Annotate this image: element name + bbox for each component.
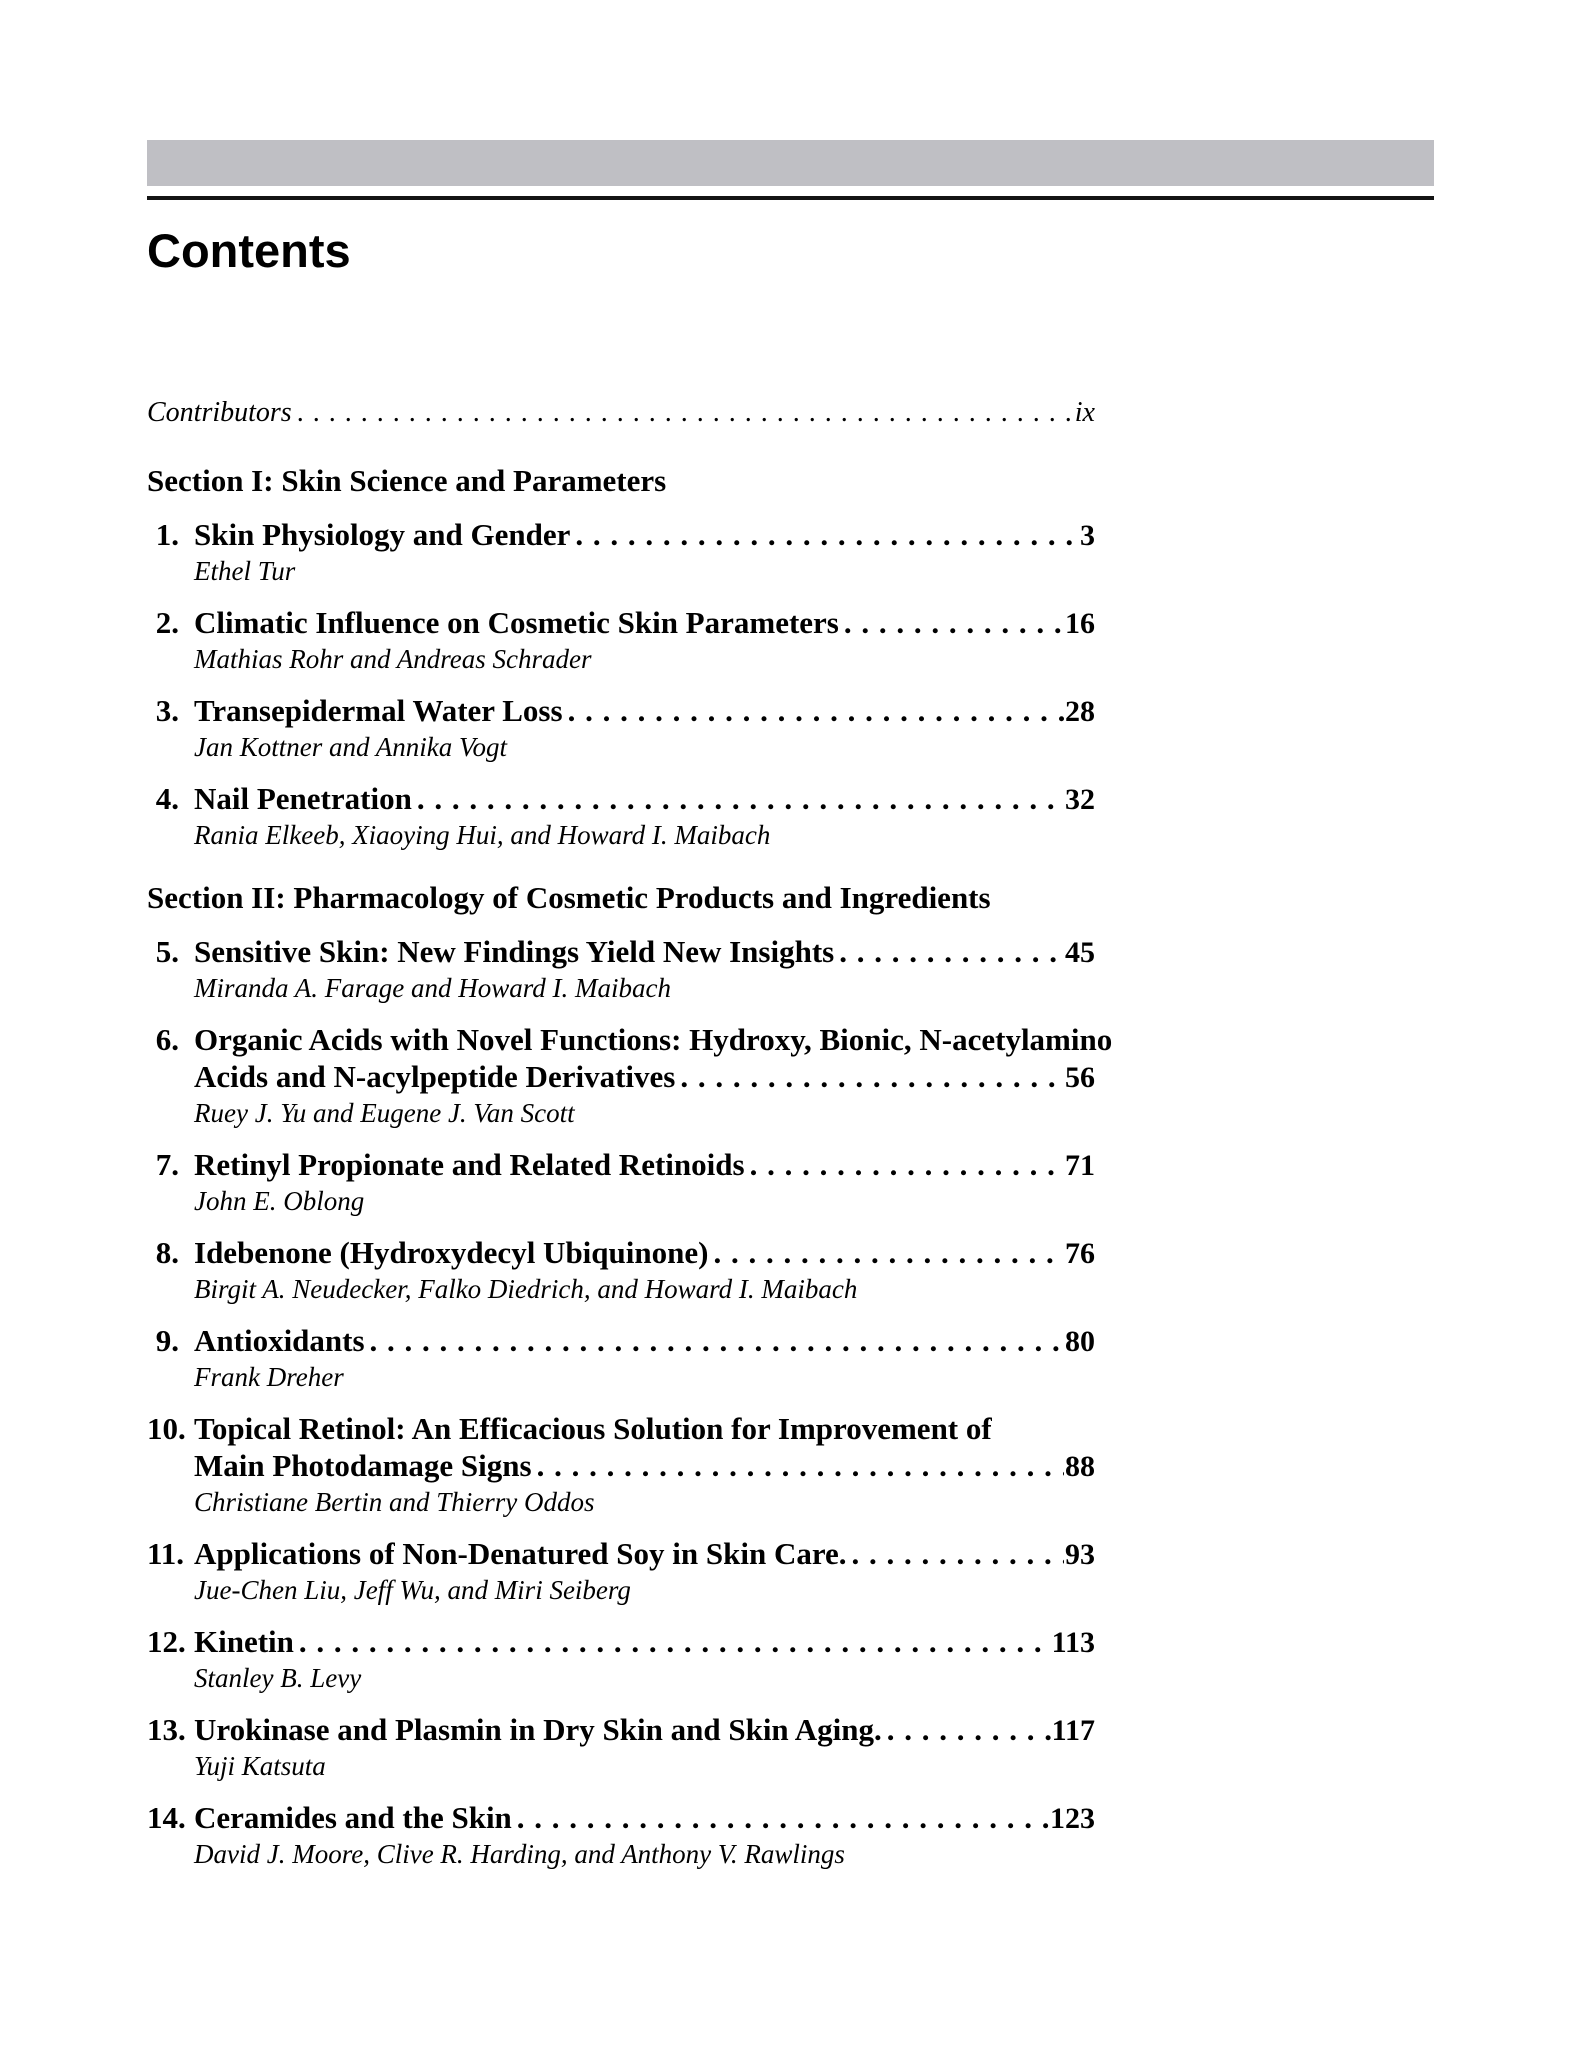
contributors-page-number: ix	[1074, 397, 1095, 428]
dot-leader	[844, 604, 1064, 641]
entry-page-number: 71	[1065, 1149, 1095, 1182]
entry-authors: Miranda A. Farage and Howard I. Maibach	[194, 973, 671, 1003]
toc-entry	[147, 1410, 1095, 1518]
entry-page-number: 93	[1065, 1538, 1095, 1571]
entry-title: Retinyl Propionate and Related Retinoids	[194, 1147, 745, 1182]
entry-title: Nail Penetration	[194, 781, 412, 816]
entry-title: Climatic Influence on Cosmetic Skin Parameters	[194, 605, 839, 640]
entry-title-line	[194, 780, 1095, 818]
dot-leader	[568, 692, 1064, 729]
dot-leader	[852, 1535, 1064, 1572]
dot-leader	[417, 780, 1064, 817]
dot-leader	[839, 933, 1064, 970]
entry-body	[194, 933, 1095, 1004]
page-title: Contents	[147, 224, 351, 277]
entry-title-line	[194, 1623, 1095, 1661]
entry-number: 9.	[155, 1323, 179, 1358]
entry-number: 6.	[155, 1022, 179, 1057]
entry-title-line	[194, 1447, 1095, 1485]
entry-authors: Yuji Katsuta	[194, 1751, 326, 1781]
entry-title-line	[194, 1799, 1095, 1837]
entry-title-line	[194, 692, 1095, 730]
section-heading: Section I: Skin Science and Parameters	[147, 463, 667, 498]
entry-body	[194, 1623, 1095, 1694]
entry-page-number: 123	[1050, 1802, 1095, 1835]
entry-title-line	[194, 604, 1095, 642]
dot-leader	[517, 1799, 1049, 1836]
toc-entry	[147, 780, 1095, 851]
entry-title-line	[194, 1234, 1095, 1272]
entry-number: 14.	[147, 1800, 186, 1835]
entry-page-number: 56	[1065, 1061, 1095, 1094]
dot-leader	[680, 1058, 1064, 1095]
dot-leader	[887, 1711, 1051, 1748]
entry-page-number: 3	[1080, 519, 1095, 552]
entry-number: 12.	[147, 1624, 186, 1659]
entry-title: Kinetin	[194, 1624, 294, 1659]
entry-number: 2.	[155, 605, 179, 640]
entry-authors: Stanley B. Levy	[194, 1663, 362, 1693]
entry-title-line	[194, 516, 1095, 554]
toc-entry	[147, 1711, 1095, 1782]
section-heading: Section II: Pharmacology of Cosmetic Products and Ingredients	[147, 880, 991, 915]
contributors-label: Contributors	[147, 397, 292, 428]
entry-body	[194, 1711, 1095, 1782]
entry-title: Main Photodamage Signs	[194, 1448, 532, 1483]
toc-entry	[147, 1799, 1095, 1870]
toc-entry	[147, 692, 1095, 763]
entry-authors: Christiane Bertin and Thierry Oddos	[194, 1487, 595, 1517]
entry-page-number: 76	[1065, 1237, 1095, 1270]
entry-page-number: 80	[1065, 1325, 1095, 1358]
toc-entry	[147, 1535, 1095, 1606]
toc-entry	[147, 1322, 1095, 1393]
entry-page-number: 113	[1051, 1626, 1095, 1659]
entry-authors: Frank Dreher	[194, 1362, 344, 1392]
entry-body	[194, 516, 1095, 587]
entry-title: Sensitive Skin: New Findings Yield New Insights	[194, 934, 835, 969]
entry-title-line	[194, 1322, 1095, 1360]
dot-leader	[299, 1623, 1051, 1660]
contributors-row	[147, 396, 1095, 430]
entry-number: 3.	[155, 693, 179, 728]
toc-sections	[147, 462, 1113, 1870]
entry-body	[194, 1146, 1095, 1217]
entry-body	[194, 1535, 1095, 1606]
entry-title: Topical Retinol: An Efficacious Solution for Improvement of	[194, 1411, 992, 1446]
entry-title: Urokinase and Plasmin in Dry Skin and Skin Aging.	[194, 1712, 882, 1747]
entry-number: 1.	[155, 517, 179, 552]
entry-title: Antioxidants	[194, 1323, 365, 1358]
entry-title-line	[194, 1021, 1113, 1058]
entry-title: Transepidermal Water Loss	[194, 693, 563, 728]
entry-page-number: 28	[1065, 695, 1095, 728]
entry-title-line	[194, 1711, 1095, 1749]
entry-page-number: 45	[1065, 936, 1095, 969]
entry-authors: Jue-Chen Liu, Jeff Wu, and Miri Seiberg	[194, 1575, 631, 1605]
table-of-contents	[147, 396, 1113, 1870]
toc-entry	[147, 1021, 1113, 1129]
header-gray-bar	[147, 140, 1434, 186]
dot-leader	[297, 396, 1074, 430]
entry-authors: Jan Kottner and Annika Vogt	[194, 732, 507, 762]
toc-entry	[147, 1234, 1095, 1305]
entry-authors: John E. Oblong	[194, 1186, 365, 1216]
toc-entry	[147, 1146, 1095, 1217]
dot-leader	[713, 1234, 1064, 1271]
toc-entry	[147, 516, 1095, 587]
entry-title-line	[194, 1410, 1095, 1447]
entry-body	[194, 1322, 1095, 1393]
entry-authors: Mathias Rohr and Andreas Schrader	[194, 644, 592, 674]
entry-title: Ceramides and the Skin	[194, 1800, 512, 1835]
entry-number: 5.	[155, 934, 179, 969]
entry-number: 8.	[155, 1235, 179, 1270]
entry-body	[194, 1410, 1095, 1518]
entry-authors: Rania Elkeeb, Xiaoying Hui, and Howard I. Maibach	[194, 820, 771, 850]
toc-entry	[147, 604, 1095, 675]
entry-number: 13.	[147, 1712, 186, 1747]
dot-leader	[750, 1146, 1064, 1183]
entry-page-number: 117	[1051, 1714, 1095, 1747]
entry-title: Organic Acids with Novel Functions: Hydroxy, Bionic, N-acetylamino	[194, 1022, 1113, 1057]
entry-body	[194, 692, 1095, 763]
entry-title-line	[194, 1146, 1095, 1184]
entry-title: Skin Physiology and Gender	[194, 517, 571, 552]
entry-authors: Ruey J. Yu and Eugene J. Van Scott	[194, 1098, 575, 1128]
entry-number: 7.	[155, 1147, 179, 1182]
dot-leader	[370, 1322, 1064, 1359]
dot-leader	[537, 1447, 1064, 1484]
entry-authors: Ethel Tur	[194, 556, 296, 586]
entry-title-line	[194, 1535, 1095, 1573]
entry-body	[194, 1799, 1095, 1870]
entry-title: Applications of Non-Denatured Soy in Skin Care.	[194, 1536, 847, 1571]
entry-title: Acids and N-acylpeptide Derivatives	[194, 1059, 676, 1094]
entry-number: 11.	[147, 1536, 185, 1571]
entry-authors: Birgit A. Neudecker, Falko Diedrich, and Howard I. Maibach	[194, 1274, 858, 1304]
entry-title-line	[194, 933, 1095, 971]
entry-title: Idebenone (Hydroxydecyl Ubiquinone)	[194, 1235, 709, 1270]
entry-body	[194, 604, 1095, 675]
dot-leader	[575, 516, 1079, 553]
toc-entry	[147, 933, 1095, 1004]
entry-body	[194, 1021, 1113, 1129]
entry-page-number: 16	[1065, 607, 1095, 640]
entry-number: 4.	[155, 781, 179, 816]
entry-authors: David J. Moore, Clive R. Harding, and Anthony V. Rawlings	[194, 1839, 845, 1869]
entry-body	[194, 1234, 1095, 1305]
entry-page-number: 32	[1065, 783, 1095, 816]
entry-title-line	[194, 1058, 1095, 1096]
entry-page-number: 88	[1065, 1450, 1095, 1483]
header-rule	[147, 196, 1434, 200]
entry-number: 10.	[147, 1411, 186, 1446]
toc-entry	[147, 1623, 1095, 1694]
entry-body	[194, 780, 1095, 851]
